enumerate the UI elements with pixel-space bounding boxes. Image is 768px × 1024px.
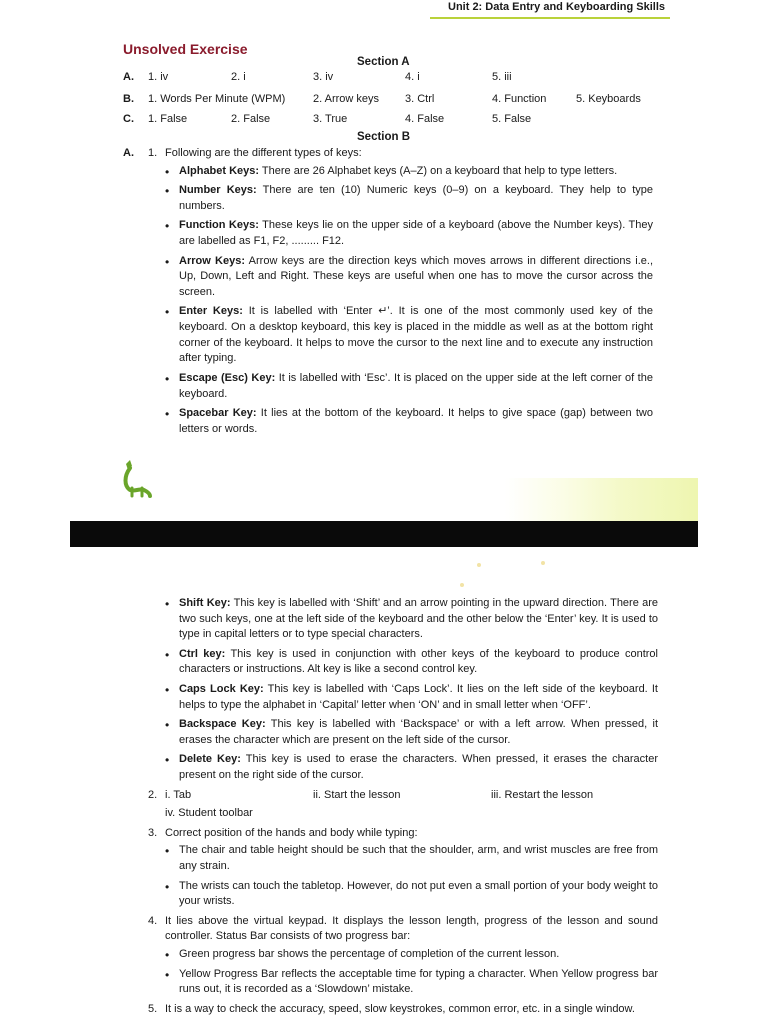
answer-cell: 3. iv (313, 71, 334, 83)
question-number: 3. (148, 826, 158, 839)
decorative-dot (460, 583, 464, 587)
section-b-heading: Section B (357, 131, 411, 143)
answer-cell: 5. False (492, 113, 532, 125)
answer-part: iv. Student toolbar (165, 806, 253, 819)
list-item (179, 682, 658, 713)
list-item (179, 304, 653, 366)
key-term: Number Keys: (179, 184, 257, 197)
section-b-part-1 (123, 146, 653, 441)
key-description: There are 26 Alphabet keys (A–Z) on a keyboard that help to type letters. (259, 164, 618, 177)
unit-header-title: Unit 2: Data Entry and Keyboarding Skills (448, 1, 665, 13)
key-term: Shift Key: (179, 597, 231, 609)
list-item (179, 596, 658, 643)
decorative-gradient-strip (505, 478, 698, 521)
key-term: Backspace Key: (179, 718, 266, 731)
answer-cell: 2. False (231, 113, 271, 125)
answer-cell: 4. i (405, 71, 420, 83)
key-term: Enter Keys: (179, 305, 243, 318)
section-a-heading: Section A (357, 56, 410, 68)
list-item (179, 647, 658, 678)
key-description: There are ten (10) Numeric keys (0–9) on a keyboard. They help to type numbers. (179, 184, 654, 212)
question-number: 4. (148, 914, 158, 927)
answer-cell: 5. iii (492, 71, 512, 83)
list-item: • Yellow Progress Bar reflects the acceptable time for typing a character. When Yellow progress bar runs out, it is recorded as a ‘Slowdown’ mistake. (179, 967, 658, 998)
answer-cell: 4. Function (492, 93, 547, 105)
key-term: Delete Key: (179, 753, 241, 766)
answer-cell: 5. Keyboards (576, 93, 641, 105)
posture-list (123, 843, 658, 909)
answer-cell: 1. Words Per Minute (WPM) (148, 93, 286, 105)
answer-cell: 4. False (405, 113, 445, 125)
answer-cell: 3. True (313, 113, 348, 125)
list-item (179, 164, 653, 180)
list-item (179, 371, 653, 402)
list-item (179, 183, 653, 214)
black-banner-bar (70, 521, 698, 547)
header-divider (430, 17, 670, 19)
answer-cell: 3. Ctrl (405, 93, 435, 105)
row-label: B. (123, 93, 134, 105)
part-label: A. (123, 147, 134, 159)
key-term: Arrow Keys: (179, 254, 246, 267)
list-item: • Green progress bar shows the percentage of completion of the current lesson. (179, 947, 658, 963)
list-item: • The chair and table height should be such that the shoulder, arm, and wrist muscles are free from any strain. (179, 843, 658, 874)
answer-cell: 2. i (231, 71, 246, 83)
key-term: Caps Lock Key: (179, 683, 264, 696)
section-b-part-2 (123, 594, 658, 1017)
key-description: These keys lie on the upper side of a keyboard (above the Number keys). They are labelled as F1, F2, ......... F12. (179, 219, 653, 248)
question-5 (123, 1002, 658, 1018)
row-label: C. (123, 113, 134, 125)
question-text: Following are the different types of keys: (165, 147, 362, 159)
key-description: It lies at the bottom of the keyboard. It helps to give space (gap) between two letters or words. (179, 407, 653, 435)
list-item (179, 717, 658, 748)
list-item (179, 406, 653, 437)
list-item: • The wrists can touch the tabletop. However, do not put even a small portion of your body weight to your wrists. (179, 879, 658, 910)
key-term: Spacebar Key: (179, 407, 257, 420)
list-item (179, 218, 653, 249)
key-description: This key is used to erase the characters. When pressed, it erases the character present on the right side of the cursor. (179, 753, 658, 782)
key-term: Function Keys: (179, 219, 259, 232)
key-term: Escape (Esc) Key: (179, 371, 276, 384)
key-description: This key is labelled with ‘Backspace’ or with a left arrow. When pressed, it erases the character which are present on the left side of the cursor. (179, 718, 658, 746)
exercise-title: Unsolved Exercise (123, 41, 248, 57)
answer-cell: 2. Arrow keys (313, 93, 380, 105)
progress-bar-list (123, 947, 658, 998)
section-a-row-b (123, 92, 683, 110)
decorative-dot (541, 561, 545, 565)
question-text: It lies above the virtual keypad. It displays the lesson length, progress of the lesson and sound controller. Status Bar consists of two progress bar: (165, 914, 658, 943)
question-number: 1. (148, 147, 158, 159)
key-description: This key is labelled with ‘Shift’ and an arrow pointing in the upward direction. There are two such keys, one at the left side of the keyboard and the other below the ‘Enter’ key. It is used to type in capital letters or to type special characters. (179, 597, 658, 641)
key-description: This key is used in conjunction with other keys of the keyboard to produce control characters or instructions. Alt key is like a second control key. (179, 647, 658, 676)
question-3 (123, 826, 658, 842)
question-number: 2. (148, 788, 158, 801)
key-description: It is labelled with ‘Enter ↵’. It is one of the most commonly used key of the keyboard. On a desktop keyboard, this key is placed in the middle as well as at the bottom right corner of the keyboard. It helps to move the cursor to the next line and to execute any instruction after typing. (179, 305, 654, 365)
section-a-row-a (123, 70, 683, 88)
question-number: 5. (148, 1002, 158, 1015)
list-item (179, 254, 653, 301)
decorative-dot (477, 563, 481, 567)
answer-cell: 1. iv (148, 71, 169, 83)
list-item (179, 752, 658, 783)
question-1 (123, 146, 653, 162)
row-label: A. (123, 71, 134, 83)
question-text: It is a way to check the accuracy, speed, slow keystrokes, common error, etc. in a single window. (165, 1002, 635, 1015)
question-2-continued (123, 806, 658, 824)
answer-cell: 1. False (148, 113, 188, 125)
key-description: Arrow keys are the direction keys which moves arrows in different directions i.e., Up, Down, Left and Right. These keys are useful when one has to move the cursor across the screen. (179, 254, 654, 298)
key-term: Ctrl key: (179, 647, 226, 660)
key-types-list-continued (123, 596, 658, 784)
question-text: Correct position of the hands and body while typing: (165, 826, 418, 839)
answer-part: ii. Start the lesson (313, 788, 401, 801)
question-4 (123, 914, 658, 945)
question-2 (123, 788, 658, 806)
answer-part: i. Tab (165, 788, 192, 801)
key-description: This key is labelled with ‘Caps Lock’. It lies on the left side of the keyboard. It helps to type the alphabet in ‘Capital’ letter when ‘ON’ and in small letter when ‘OFF’. (179, 683, 658, 711)
section-a-row-c (123, 112, 683, 130)
mascot-icon (120, 458, 154, 498)
key-description: It is labelled with ‘Esc’. It is placed on the upper side at the left corner of the keyboard. (179, 371, 653, 400)
answer-part: iii. Restart the lesson (491, 788, 594, 801)
key-term: Alphabet Keys: (179, 164, 260, 177)
key-types-list (123, 164, 653, 438)
